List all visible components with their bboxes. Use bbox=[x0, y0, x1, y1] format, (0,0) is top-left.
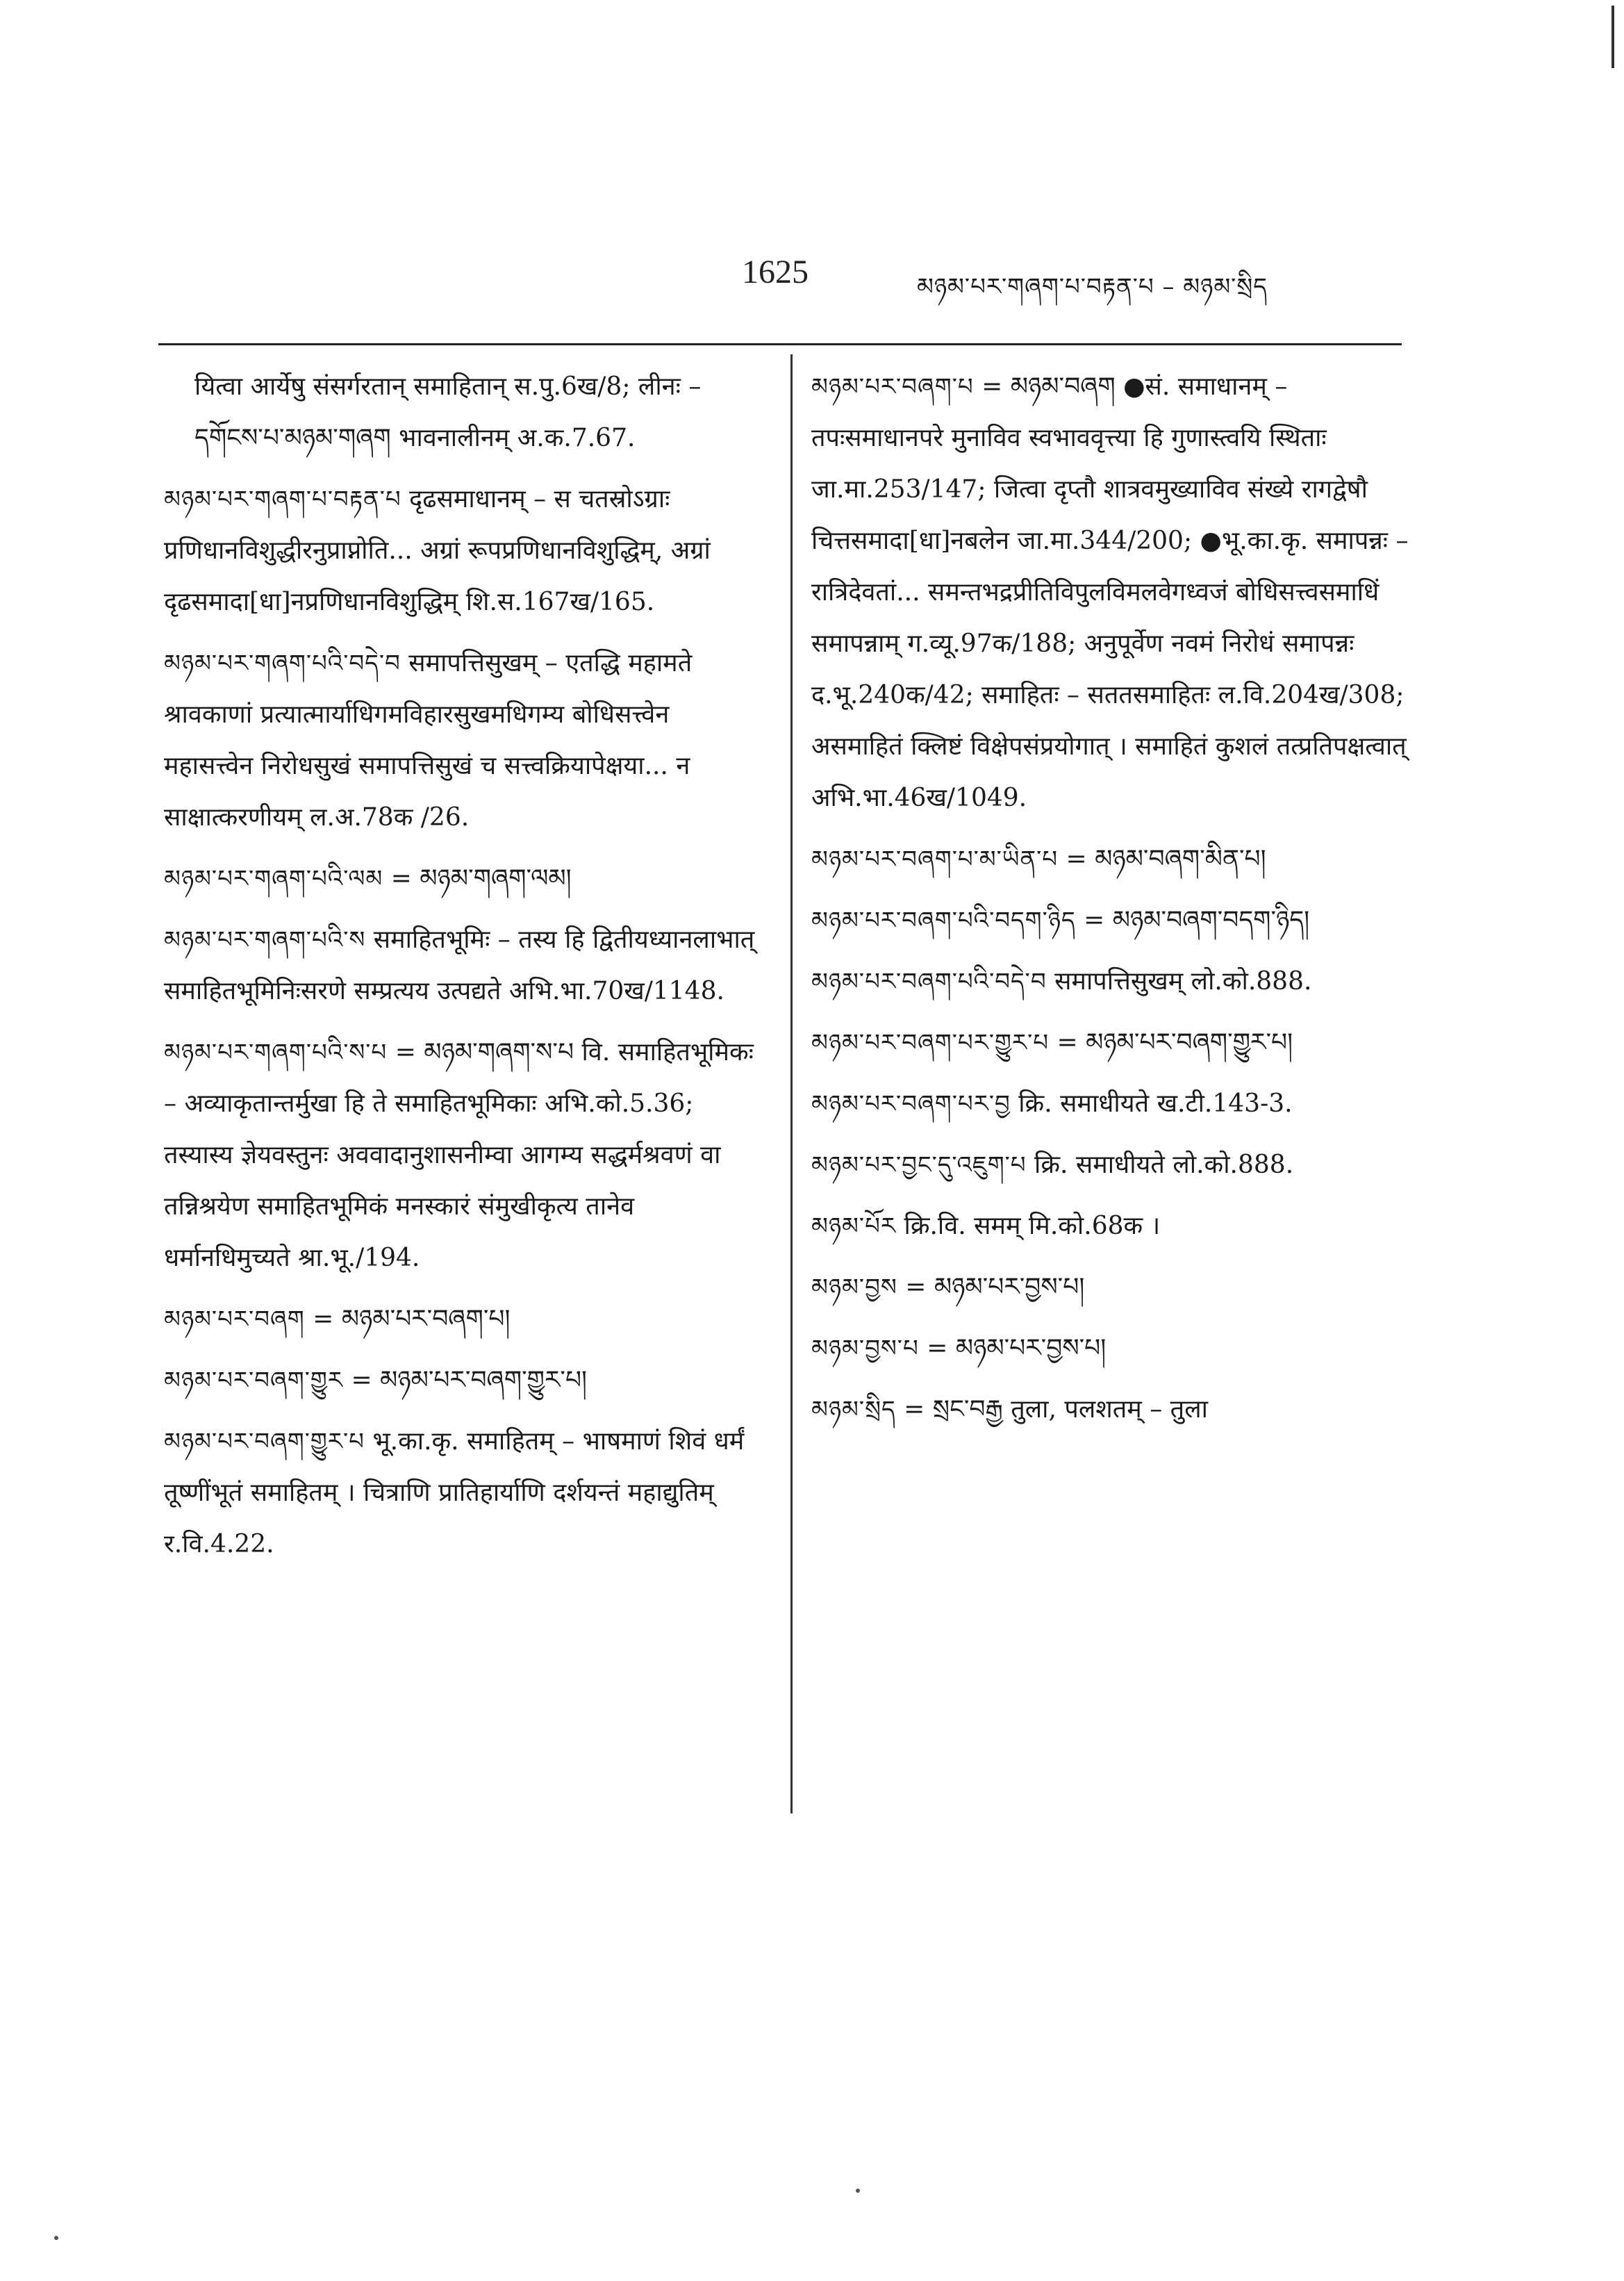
entry-text: = མཉམ་བཞག་བདག་ཉིད། bbox=[1084, 906, 1310, 934]
entry-text: = མཉམ་བཞག་མིན་པ། bbox=[1066, 845, 1266, 873]
dictionary-entry bbox=[164, 1355, 761, 1406]
entry-text: = མཉམ་གཞག་ས་པ वि. समाहितभूमिकः – अव्याकृतान्तर्मुखा हि ते समाहितभूमिकाः अभि.को.5.36; तस्यास्य ज्ञेयवस्तुनः अववादानुशासनीम्वा आगम्य सद्धर्मश्रवणं वा तन्निश्रयेण समाहितभूमिकं मनस्कारं संमुखीकृत्य तानेव धर्मानधिमुच्यते श्रा.भू./194. bbox=[164, 1038, 754, 1272]
entry-text: = མཉམ་པར་བྱས་པ། bbox=[927, 1334, 1107, 1362]
page-header bbox=[0, 250, 1624, 306]
entry-text: = མཉམ་གཞག་ལམ། bbox=[390, 864, 572, 893]
left-column bbox=[164, 361, 761, 1580]
entry-headword: མཉམ་པར་གཞག་པའི་ལམ bbox=[164, 865, 383, 893]
entry-headword: མཉམ་པར་གཞག་པའི་ས་པ bbox=[164, 1039, 388, 1067]
entry-text: = མཉམ་བཞག ●सं. समाधानम् – तपःसमाधानपरे मुनाविव स्वभाववृत्त्या हि गुणास्त्वयि स्थिताः जा.मा.253/147; जित्वा दृप्तौ शात्रवमुख्याविव संख्ये रागद्वेषौ चित्तसमादा[धा]नबलेन जा.मा.344/200; ●भू.का.कृ. समापन्नः – रात्रिदेवतां... समन्तभद्रप्रीतिविपुलविमलवेगध्वजं बोधिसत्त्वसमाधिं समापन्नाम् ग.व्यू.97क/188; अनुपूर्वेण नवमं निरोधं समापन्नः द.भू.240क/42; समाहितः – सततसमाहितः ल.वि.204ख/308; असमाहितं क्लिष्टं विक्षेपसंप्रयोगात् । समाहितं कुशलं तत्प्रतिपक्षत्वात् अभि.भा.46ख/1049. bbox=[811, 372, 1409, 812]
dictionary-entry bbox=[164, 474, 761, 628]
entry-text: क्रि.वि. समम् मि.को.68क । bbox=[904, 1212, 1161, 1240]
entry-headword: མཉམ་པར་བཞག་པའི་བདེ་བ bbox=[811, 968, 1047, 996]
entry-headword: མཉམ་པར་བཞག་པ bbox=[811, 373, 974, 401]
entry-text: = མཉམ་པར་བཞག་གྱུར་པ། bbox=[1057, 1028, 1293, 1057]
scan-speck bbox=[856, 2189, 860, 2193]
running-head: མཉམ་པར་གཞག་པ་བརྟན་པ – མཉམ་སྲིད bbox=[917, 273, 1268, 301]
entry-text: = མཉམ་པར་བཞག་པ། bbox=[313, 1305, 511, 1333]
entry-text: = མཉམ་པར་བྱས་པ། bbox=[905, 1273, 1085, 1301]
dictionary-entry bbox=[811, 895, 1409, 946]
column-divider bbox=[790, 354, 793, 1813]
entry-text: यित्वा आर्येषु संसर्गरतान् समाहितान् स.पु.6ख/8; लीनः – དགོངས་པ་མཉམ་གཞག भावनालीनम् अ.क.7.67. bbox=[194, 372, 702, 452]
entry-headword: མཉམ་པར་བྱང་དུ་འཇུག་པ bbox=[811, 1151, 1027, 1179]
dictionary-entry bbox=[811, 1384, 1409, 1435]
margin-mark bbox=[1611, 6, 1614, 68]
dictionary-entry bbox=[811, 361, 1409, 824]
page-number: 1625 bbox=[742, 254, 809, 290]
dictionary-entry bbox=[164, 1416, 761, 1570]
entry-text: भू.का.कृ. समाहितम् – भाषमाणं शिवं धर्मं तूष्णींभूतं समाहितम् । चित्राणि प्रातिहार्याणि दर्शयन्तं महाद्युतिम् र.वि.4.22. bbox=[164, 1427, 745, 1558]
entry-text: दृढसमाधानम् – स चतस्रोऽग्राः प्रणिधानविशुद्धीरनुप्राप्नोति... अग्रां रूपप्रणिधानविशुद्धिम्, अग्रां दृढसमादा[धा]नप्रणिधानविशुद्धिम् शि.स.167ख/165. bbox=[164, 485, 711, 616]
entry-headword: མཉམ་སྲིད bbox=[811, 1396, 896, 1424]
entry-text: समापत्तिसुखम् लो.को.888. bbox=[1054, 967, 1312, 996]
dictionary-entry bbox=[164, 1294, 761, 1345]
entry-headword: མཉམ་པོར bbox=[811, 1212, 897, 1240]
dictionary-entry bbox=[164, 1027, 761, 1284]
entry-headword: མཉམ་བྱས་པ bbox=[811, 1335, 919, 1362]
entry-headword: མཉམ་བྱས bbox=[811, 1274, 897, 1301]
entry-text: क्रि. समाधीयते लो.को.888. bbox=[1034, 1151, 1294, 1179]
dictionary-entry bbox=[811, 1078, 1409, 1130]
entry-headword: མཉམ་པར་གཞག་པའི་བདེ་བ bbox=[164, 650, 401, 677]
entry-text: समापत्तिसुखम् – एतद्धि महामते श्रावकाणां प्रत्यात्मार्याधिगमविहारसुखमधिगम्य बोधिसत्त्वेन महासत्त्वेन निरोधसुखं समापत्तिसुखं च सत्त्वक्रियापेक्षया... न साक्षात्करणीयम् ल.अ.78क /26. bbox=[164, 649, 693, 832]
header-rule bbox=[158, 343, 1402, 345]
dictionary-entry bbox=[164, 853, 761, 905]
entry-headword: མཉམ་པར་བཞག་པའི་བདག་ཉིད bbox=[811, 907, 1076, 934]
entry-headword: མཉམ་པར་བཞག་པར་བྱ bbox=[811, 1090, 1011, 1118]
dictionary-entry bbox=[811, 1201, 1409, 1252]
entry-text: = མཉམ་པར་བཞག་གྱུར་པ། bbox=[351, 1366, 588, 1394]
dictionary-entry bbox=[164, 914, 761, 1017]
dictionary-entry bbox=[811, 1323, 1409, 1374]
dictionary-entry bbox=[811, 1262, 1409, 1313]
entry-text: समाहितभूमिः – तस्य हि द्वितीयध्यानलाभात् समाहितभूमिनिःसरणे सम्प्रत्यय उत्पद्यते अभि.भा.70ख/1148. bbox=[164, 925, 755, 1005]
scan-speck bbox=[54, 2236, 58, 2240]
entry-headword: མཉམ་པར་བཞག་གྱུར bbox=[164, 1367, 343, 1394]
entry-headword: མཉམ་པར་བཞག bbox=[164, 1306, 305, 1333]
entry-headword: མཉམ་པར་བཞག་པ་མ་ཡིན་པ bbox=[811, 846, 1059, 873]
dictionary-entry bbox=[164, 638, 761, 843]
dictionary-entry bbox=[811, 1017, 1409, 1069]
entry-headword: མཉམ་པར་གཞག་པ་བརྟན་པ bbox=[164, 486, 401, 513]
dictionary-entry bbox=[811, 834, 1409, 885]
dictionary-entry bbox=[811, 956, 1409, 1007]
right-column bbox=[811, 361, 1409, 1445]
entry-text: = སྲང་བརྒྱ तुला, पलशतम् – तुला bbox=[904, 1395, 1208, 1424]
dictionary-entry bbox=[811, 1139, 1409, 1191]
entry-text: क्रि. समाधीयते ख.टी.143-3. bbox=[1018, 1089, 1293, 1118]
entry-headword: མཉམ་པར་གཞག་པའི་ས bbox=[164, 926, 366, 954]
entry-headword: མཉམ་པར་བཞག་གྱུར་པ bbox=[164, 1428, 365, 1456]
entry-continuation bbox=[164, 361, 761, 464]
entry-headword: མཉམ་པར་བཞག་པར་གྱུར་པ bbox=[811, 1029, 1050, 1057]
